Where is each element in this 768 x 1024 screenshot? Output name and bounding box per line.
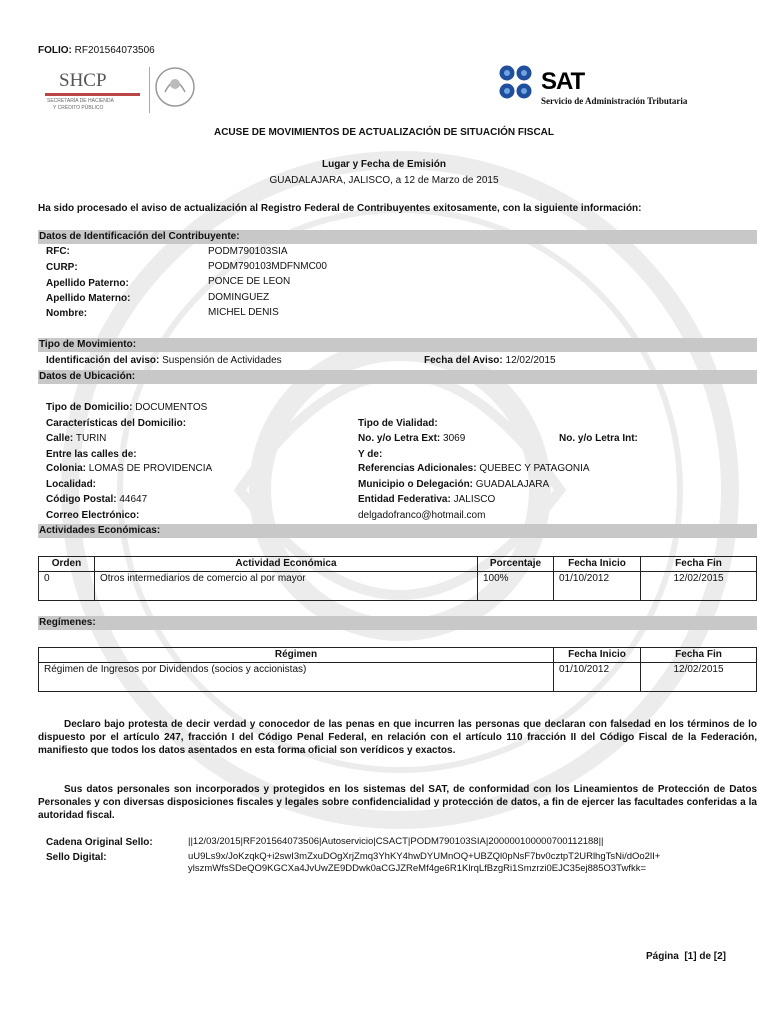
- sello-digital-line2: ylszmWfsSDeQO9KGCXa4JvUwZE9DDwk0aCGJZReMf4ge6R1KlrqLfBzgRi1Smzrzi0EJC35ej885O3Twfkk=: [188, 863, 646, 874]
- municipio-label: Municipio o Delegación:: [358, 479, 474, 490]
- shcp-logo-sub1: SECRETARÍA DE HACIENDA: [47, 98, 114, 104]
- shcp-logo: [45, 70, 205, 116]
- referencias: [358, 463, 590, 474]
- apellido-materno-label: Apellido Materno:: [46, 293, 131, 304]
- municipio-value: GUADALAJARA: [475, 479, 550, 490]
- entidad-federativa-value: JALISCO: [453, 494, 496, 505]
- col-orden: Orden: [39, 557, 95, 572]
- calle-label: Calle:: [46, 433, 74, 444]
- fecha-aviso-label: Fecha del Aviso:: [424, 355, 503, 366]
- regimenes-table: [38, 647, 757, 692]
- actividades-header-row: [39, 557, 757, 572]
- col-fecha-inicio: Fecha Inicio: [554, 557, 641, 572]
- folio-value: RF201564073506: [74, 45, 155, 56]
- sat-logo-sub: Servicio de Administración Tributaria: [541, 96, 688, 106]
- sello-digital-line1: uU9Ls9x/JoKzqkQ+i2swI3mZxuDOgXrjZmq3YhKY4hwDYUMnOQ+UBZQl0pNsF7bv0cztpT2URlhgTsNi/dOo2lI+: [188, 851, 661, 862]
- table-row: [39, 572, 757, 601]
- cell-regimen: Régimen de Ingresos por Dividendos (socios y accionistas): [39, 663, 554, 692]
- nombre-value: MICHEL DENIS: [208, 307, 279, 318]
- col-porcentaje: Porcentaje: [478, 557, 554, 572]
- apellido-materno-value: DOMINGUEZ: [208, 292, 270, 303]
- referencias-value: QUEBEC Y PATAGONIA: [479, 463, 590, 474]
- caracteristicas-label: Características del Domicilio:: [46, 418, 187, 429]
- col-fecha-fin: Fecha Fin: [641, 648, 757, 663]
- emission-value: GUADALAJARA, JALISCO, a 12 de Marzo de 2015: [269, 175, 499, 186]
- section-actividades-header: Actividades Económicas:: [38, 524, 757, 538]
- table-row: [39, 663, 757, 692]
- entidad-federativa-label: Entidad Federativa:: [358, 494, 451, 505]
- identificacion-aviso-value: Suspensión de Actividades: [162, 355, 282, 366]
- col-fecha-fin: Fecha Fin: [641, 557, 757, 572]
- document-title: ACUSE DE MOVIMIENTOS DE ACTUALIZACIÓN DE SITUACIÓN FISCAL: [213, 127, 554, 138]
- fecha-aviso-value: 12/02/2015: [505, 355, 556, 366]
- tipo-domicilio-value: DOCUMENTOS: [135, 402, 208, 413]
- codigo-postal: [46, 494, 147, 505]
- correo-label: Correo Electrónico:: [46, 510, 140, 521]
- correo-value: delgadofranco@hotmail.com: [358, 510, 486, 521]
- shcp-logo-sub2: Y CRÉDITO PÚBLICO: [53, 105, 104, 111]
- sat-logo-icon: [498, 64, 540, 106]
- declaracion-paragraph: Declaro bajo protesta de decir verdad y conocedor de las penas en que incurren las personas que declaran con falsedad en los términos de lo dispuesto por el artículo 247, fracción I del Código Penal Federal, en relación con el artículo 110 fracción II del Código Fiscal de la Federación, manifiesto que todos los datos asentados en esta forma oficial son verídicos y exactos.: [38, 719, 757, 756]
- rfc-value: PODM790103SIA: [208, 246, 288, 257]
- identificacion-aviso: [46, 355, 282, 366]
- nombre-label: Nombre:: [46, 308, 88, 319]
- logo-divider: [149, 67, 150, 113]
- shcp-logo-stripe: [45, 93, 140, 96]
- apellido-paterno-value: PONCE DE LEON: [208, 276, 291, 287]
- section-contribuyente-header: Datos de Identificación del Contribuyente:: [38, 230, 757, 244]
- referencias-label: Referencias Adicionales:: [358, 463, 477, 474]
- regimenes-header-row: [39, 648, 757, 663]
- codigo-postal-value: 44647: [119, 494, 148, 505]
- colonia-label: Colonia:: [46, 463, 86, 474]
- section-regimenes-header: Regímenes:: [38, 616, 757, 630]
- cell-actividad: Otros intermediarios de comercio al por mayor: [95, 572, 478, 601]
- privacidad-paragraph: Sus datos personales son incorporados y protegidos en los sistemas del SAT, de conformidad con los Lineamientos de Protección de Datos Personales y con diversas disposiciones fiscales y legales sobre confidencialidad y protección de datos, a fin de ejercer las facultades conferidas a la autoridad fiscal.: [38, 784, 757, 821]
- colonia-value: LOMAS DE PROVIDENCIA: [88, 463, 213, 474]
- apellido-paterno-label: Apellido Paterno:: [46, 278, 129, 289]
- municipio: [358, 479, 549, 490]
- actividades-table: [38, 556, 757, 601]
- fecha-aviso: [424, 355, 556, 366]
- cadena-original-value: ||12/03/2015|RF201564073506|Autoservicio|CSACT|PODM790103SIA|200000100000700112188||: [188, 836, 604, 847]
- cell-orden: 0: [39, 572, 95, 601]
- numero-exterior-label: No. y/o Letra Ext:: [358, 433, 441, 444]
- codigo-postal-label: Código Postal:: [46, 494, 117, 505]
- entre-calles-label: Entre las calles de:: [46, 449, 137, 460]
- tipo-domicilio-label: Tipo de Domicilio:: [46, 402, 133, 413]
- folio: [38, 45, 155, 56]
- tipo-vialidad-label: Tipo de Vialidad:: [358, 418, 438, 429]
- calle-value: TURIN: [75, 433, 107, 444]
- cell-fecha-fin: 12/02/2015: [641, 572, 757, 601]
- identificacion-aviso-label: Identificación del aviso:: [46, 355, 160, 366]
- entidad-federativa: [358, 494, 495, 505]
- rfc-label: RFC:: [46, 246, 70, 257]
- cell-fecha-inicio: 01/10/2012: [554, 572, 641, 601]
- calle: [46, 433, 106, 444]
- cell-fecha-inicio: 01/10/2012: [554, 663, 641, 692]
- shcp-logo-text: SHCP: [59, 70, 107, 91]
- numero-exterior-value: 3069: [443, 433, 466, 444]
- curp-label: CURP:: [46, 262, 78, 273]
- col-actividad: Actividad Económica: [95, 557, 478, 572]
- page-number: Página [1] de [2]: [646, 951, 727, 962]
- tipo-domicilio: [46, 402, 207, 413]
- folio-label: FOLIO:: [38, 45, 72, 56]
- localidad-label: Localidad:: [46, 479, 97, 490]
- sat-logo: [498, 64, 708, 110]
- numero-exterior: [358, 433, 465, 444]
- y-de-label: Y de:: [358, 449, 383, 460]
- sello-digital-label: Sello Digital:: [46, 852, 107, 863]
- colonia: [46, 463, 212, 474]
- cell-fecha-fin: 12/02/2015: [641, 663, 757, 692]
- section-ubicacion-header: Datos de Ubicación:: [38, 370, 757, 384]
- cell-porcentaje: 100%: [478, 572, 554, 601]
- section-movimiento-header: Tipo de Movimiento:: [38, 338, 757, 352]
- coat-of-arms-icon: [153, 64, 197, 110]
- intro-text: Ha sido procesado el aviso de actualización al Registro Federal de Contribuyentes exitosamente, con la siguiente información:: [38, 203, 642, 214]
- emission-label: Lugar y Fecha de Emisión: [322, 159, 446, 170]
- cadena-original-label: Cadena Original Sello:: [46, 837, 153, 848]
- col-regimen: Régimen: [39, 648, 554, 663]
- col-fecha-inicio: Fecha Inicio: [554, 648, 641, 663]
- numero-interior-label: No. y/o Letra Int:: [559, 433, 638, 444]
- curp-value: PODM790103MDFNMC00: [208, 261, 327, 272]
- sat-logo-text: SAT: [541, 68, 585, 95]
